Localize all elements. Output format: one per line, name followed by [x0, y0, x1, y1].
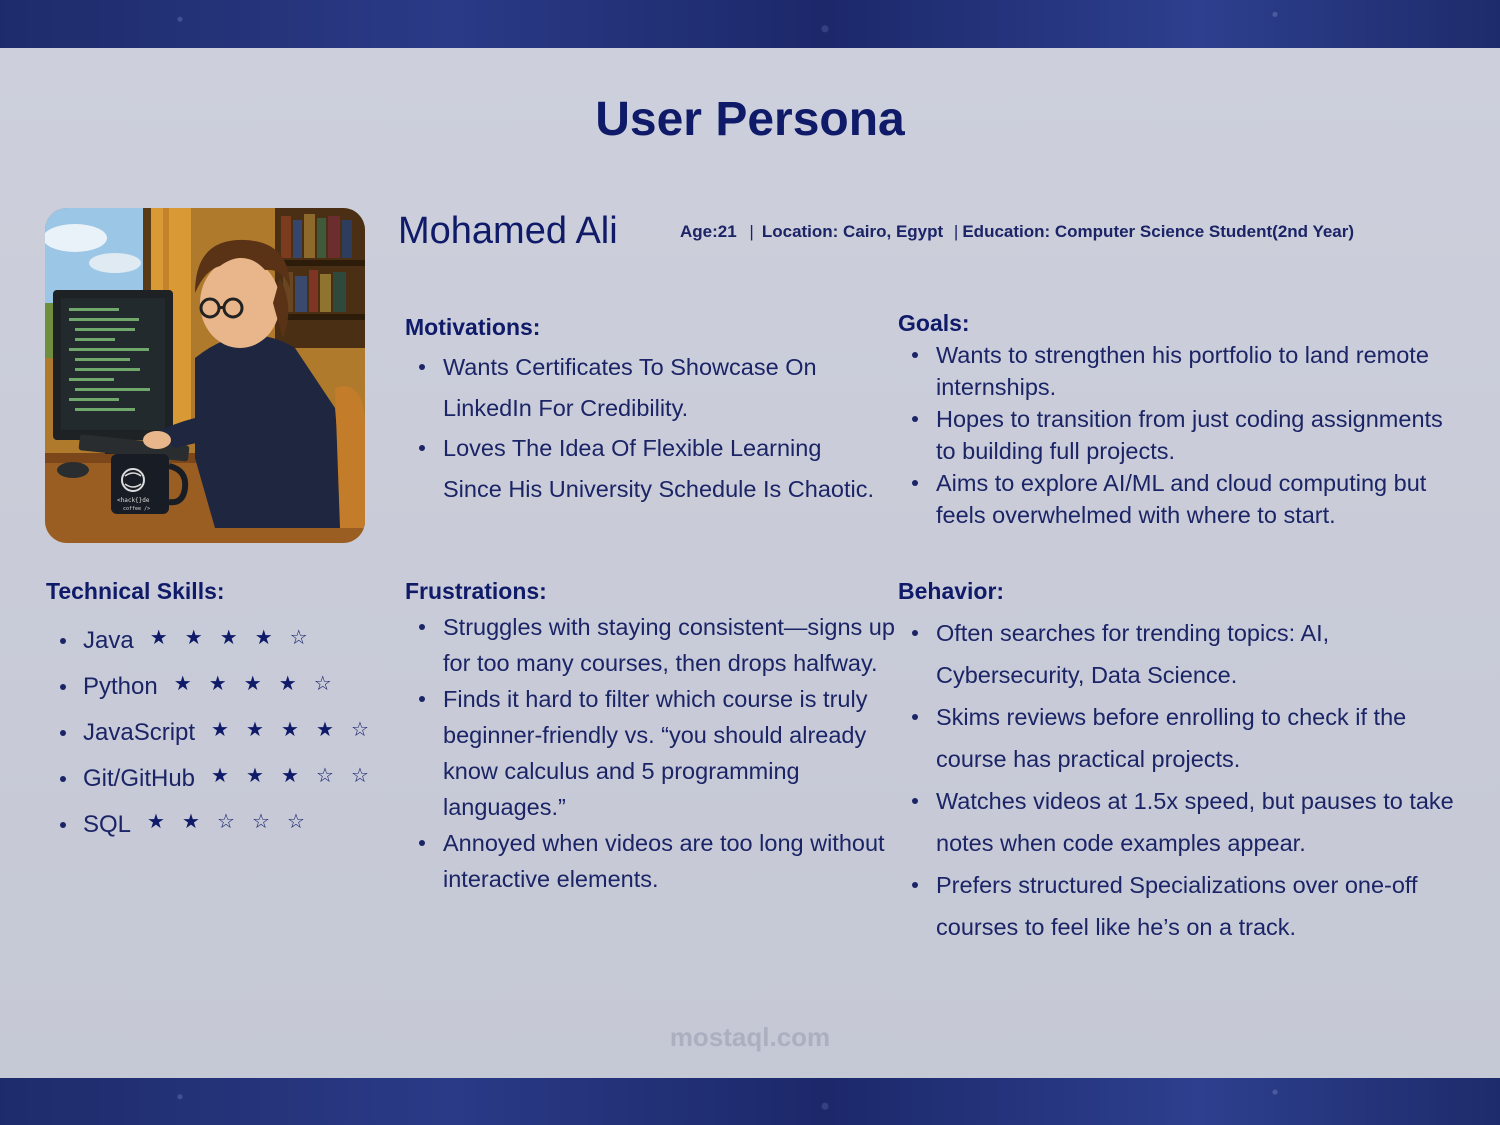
filled-star-icon: ★ — [278, 672, 297, 695]
behavior-list — [898, 612, 1468, 948]
skill-item — [46, 664, 386, 710]
list-item: Struggles with staying consistent—signs up for too many courses, then drops halfway. — [405, 609, 905, 681]
persona-avatar — [45, 208, 365, 543]
skill-item — [46, 618, 386, 664]
list-item: Often searches for trending topics: AI, Cybersecurity, Data Science. — [898, 612, 1468, 696]
skill-name: JavaScript — [83, 719, 196, 746]
empty-star-icon: ☆ — [252, 810, 270, 833]
list-item: Prefers structured Specializations over one-off courses to feel like he’s on a track. — [898, 864, 1468, 948]
filled-star-icon: ★ — [149, 626, 168, 649]
filled-star-icon: ★ — [254, 626, 273, 649]
top-band — [0, 0, 1500, 48]
persona-location: Location: Cairo, Egypt — [761, 222, 944, 241]
filled-star-icon: ★ — [246, 764, 264, 787]
skill-name: Python — [83, 673, 158, 700]
skill-item — [46, 756, 386, 802]
behavior-title: Behavior: — [898, 578, 1005, 604]
skill-name: Git/GitHub — [83, 765, 196, 792]
goals-list — [898, 339, 1468, 531]
motivations-title: Motivations: — [405, 314, 541, 340]
frustrations-list — [405, 609, 905, 897]
list-item: Finds it hard to filter which course is truly beginner-friendly vs. “you should already know calculus and 5 programming languages.” — [405, 681, 905, 825]
skill-item — [46, 802, 386, 848]
persona-name: Mohamed Ali — [398, 210, 618, 252]
list-item: Aims to explore AI/ML and cloud computing but feels overwhelmed with where to start. — [898, 467, 1468, 531]
list-item: Hopes to transition from just coding assignments to building full projects. — [898, 403, 1468, 467]
empty-star-icon: ☆ — [351, 764, 369, 787]
list-item: Annoyed when videos are too long without interactive elements. — [405, 825, 905, 897]
filled-star-icon: ★ — [211, 764, 229, 787]
filled-star-icon: ★ — [211, 718, 229, 741]
filled-star-icon: ★ — [184, 626, 203, 649]
mug-text-1: <hack{}de — [117, 497, 150, 504]
goals-title: Goals: — [898, 310, 970, 336]
skills-list — [46, 618, 386, 848]
empty-star-icon: ☆ — [287, 810, 305, 833]
filled-star-icon: ★ — [281, 718, 299, 741]
list-item: Wants to strengthen his portfolio to land remote internships. — [898, 339, 1468, 403]
filled-star-icon: ★ — [182, 810, 200, 833]
filled-star-icon: ★ — [246, 718, 264, 741]
empty-star-icon: ☆ — [289, 626, 308, 649]
persona-age: Age:21 — [680, 222, 737, 241]
watermark: mostaql.com — [669, 1022, 831, 1052]
skill-rating — [174, 671, 349, 696]
filled-star-icon: ★ — [281, 764, 299, 787]
list-item: Wants Certificates To Showcase On LinkedIn For Credibility. — [405, 347, 885, 428]
skill-name: Java — [83, 627, 134, 654]
list-item: Loves The Idea Of Flexible Learning Since His University Schedule Is Chaotic. — [405, 428, 885, 509]
empty-star-icon: ☆ — [351, 718, 369, 741]
skill-rating — [147, 809, 322, 834]
persona-education: Education: Computer Science Student(2nd Year) — [962, 222, 1355, 241]
skill-name: SQL — [83, 811, 132, 838]
skill-item — [46, 710, 386, 756]
list-item: Skims reviews before enrolling to check if the course has practical projects. — [898, 696, 1468, 780]
skill-rating — [211, 717, 386, 742]
page-title: User Persona — [595, 93, 905, 146]
skill-rating — [211, 763, 386, 788]
illustration-developer-at-desk — [45, 208, 365, 543]
mug-text-2: coffee /> — [123, 506, 151, 512]
empty-star-icon: ☆ — [313, 672, 332, 695]
meta-separator: | — [953, 222, 959, 241]
filled-star-icon: ★ — [147, 810, 165, 833]
frustrations-title: Frustrations: — [405, 578, 547, 604]
empty-star-icon: ☆ — [316, 764, 334, 787]
empty-star-icon: ☆ — [217, 810, 235, 833]
filled-star-icon: ★ — [219, 626, 238, 649]
skills-title: Technical Skills: — [46, 578, 225, 604]
bottom-band — [0, 1078, 1500, 1125]
persona-card — [0, 48, 1500, 1078]
list-item: Watches videos at 1.5x speed, but pauses to take notes when code examples appear. — [898, 780, 1468, 864]
filled-star-icon: ★ — [243, 672, 262, 695]
meta-separator: | — [749, 222, 754, 241]
filled-star-icon: ★ — [173, 672, 192, 695]
filled-star-icon: ★ — [208, 672, 227, 695]
skill-rating — [150, 625, 325, 650]
motivations-list — [405, 347, 885, 509]
filled-star-icon: ★ — [316, 718, 334, 741]
persona-meta — [680, 222, 1354, 242]
